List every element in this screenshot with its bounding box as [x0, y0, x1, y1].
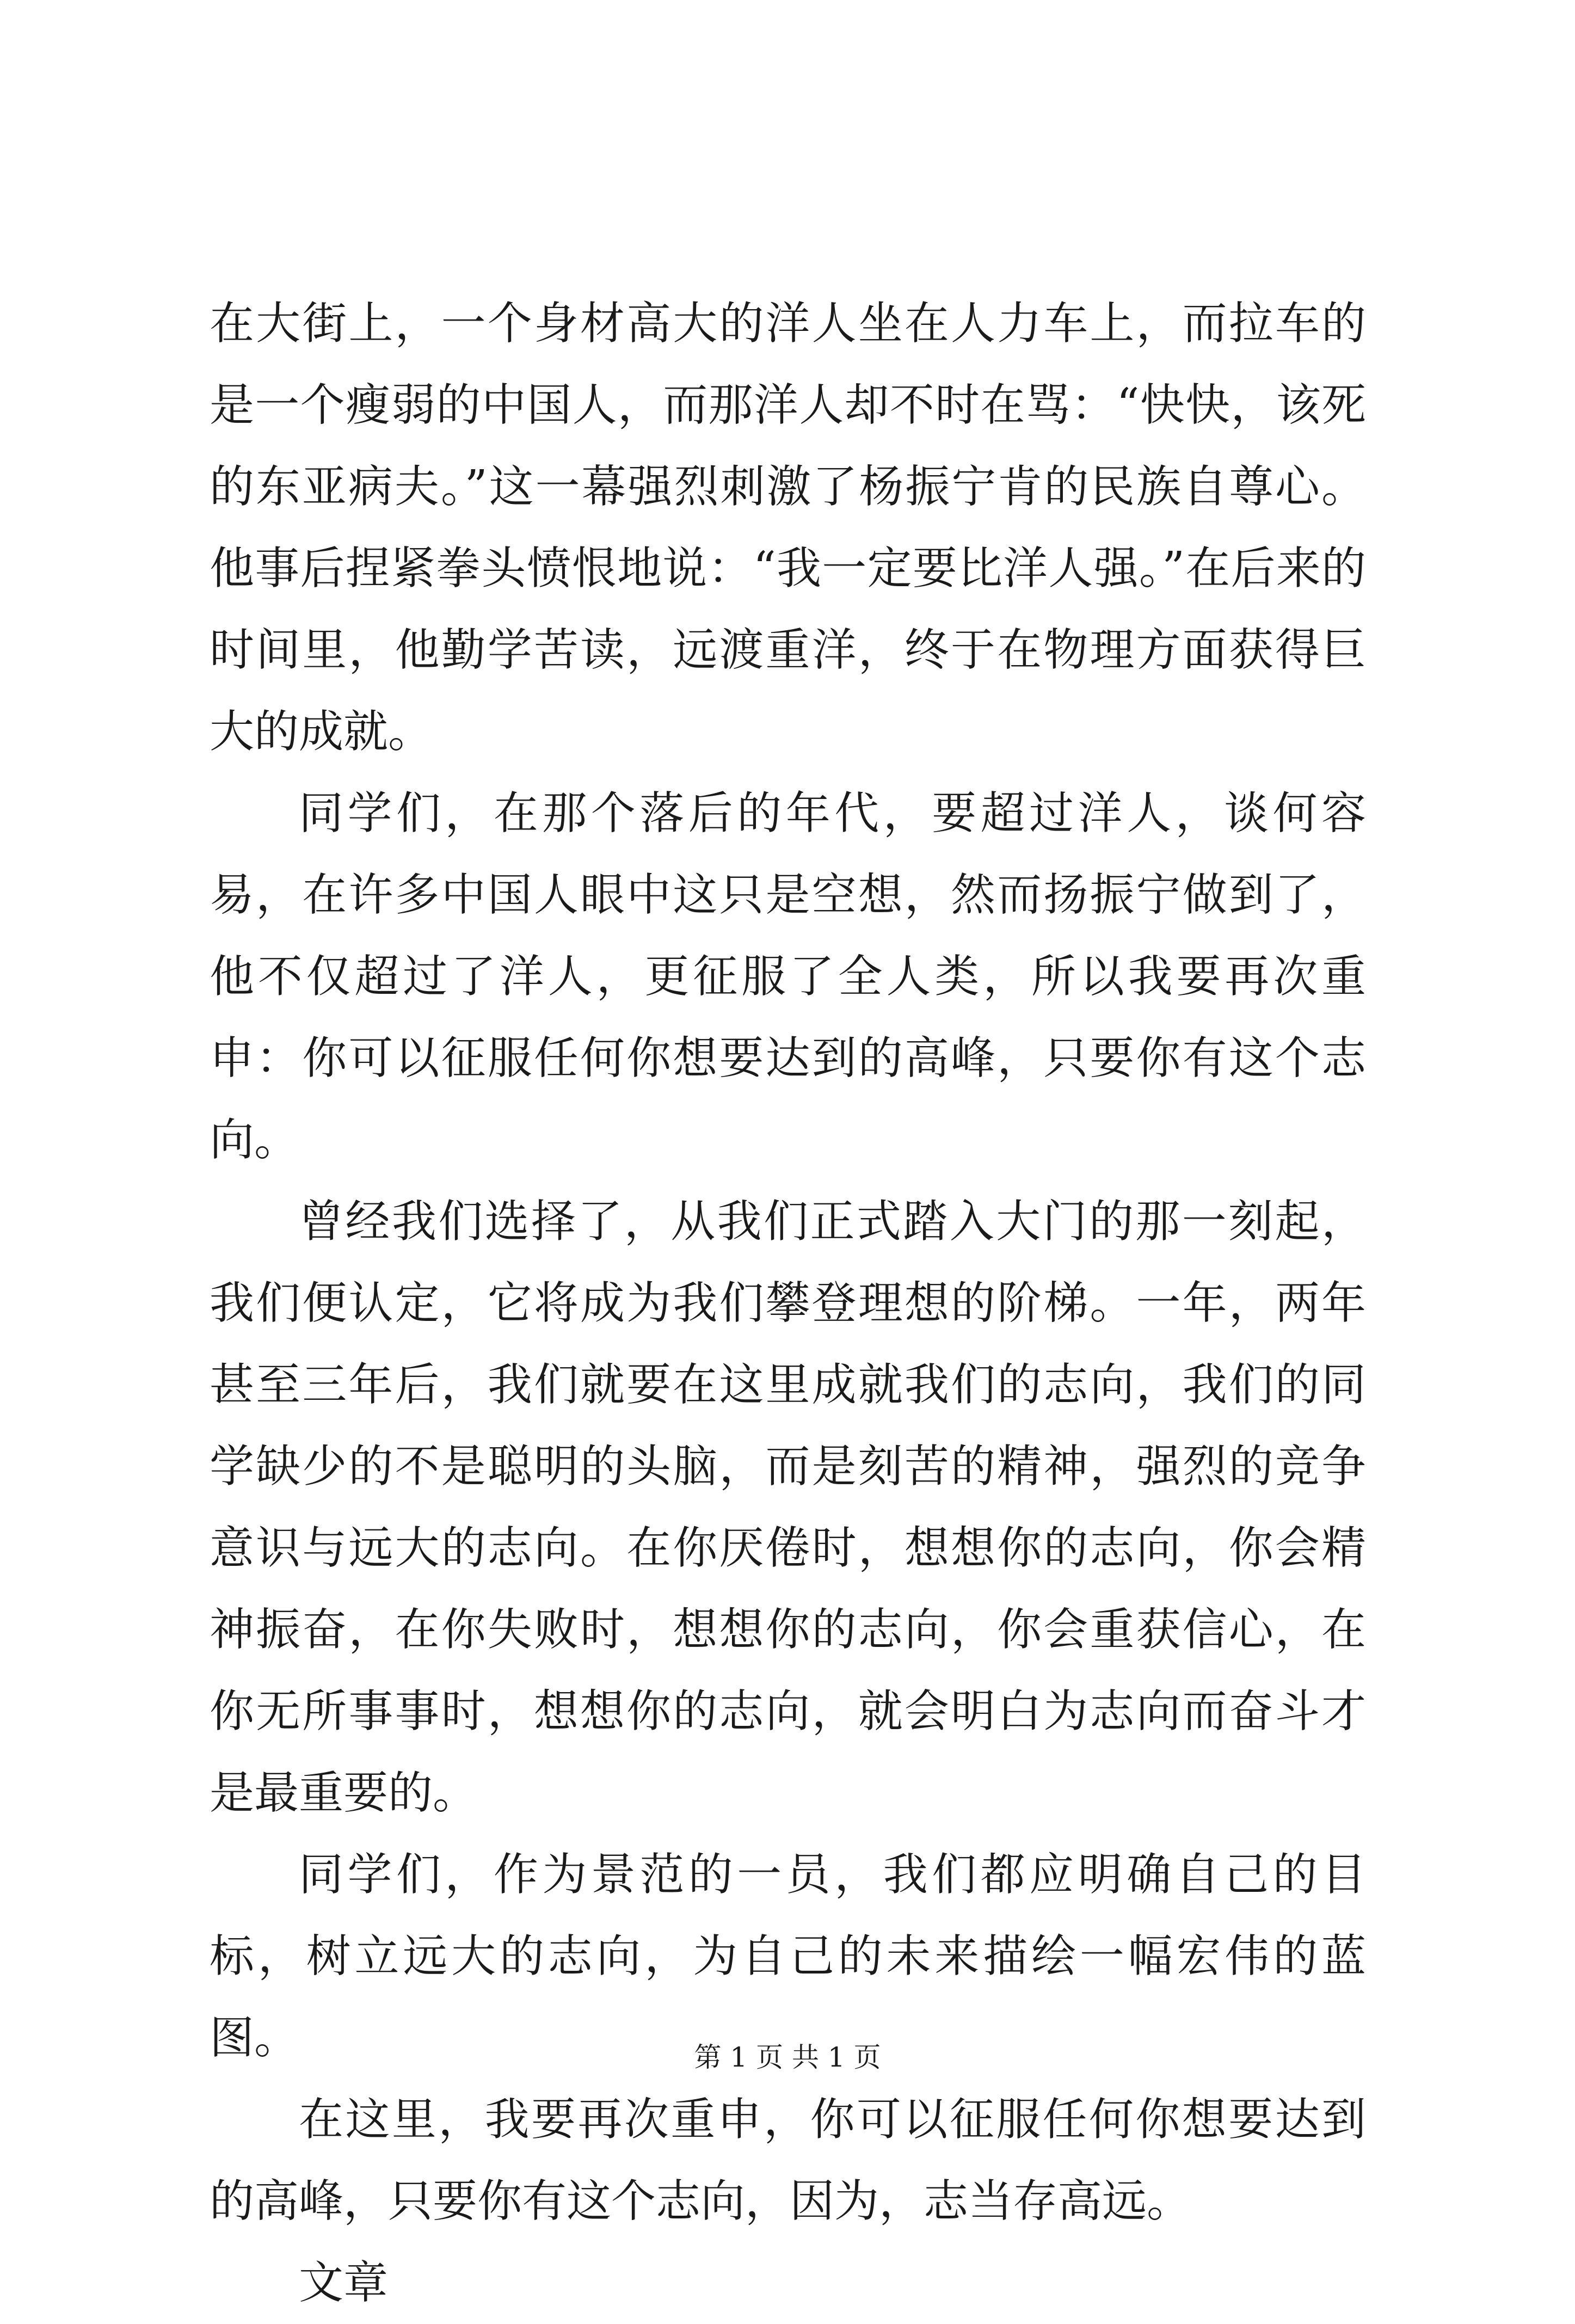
- paragraph-5: 在这里，我要再次重申，你可以征服任何你想要达到的高峰，只要你有这个志向，因为，志当存高远。: [210, 2094, 1366, 2227]
- document-body: [210, 283, 1366, 2324]
- paragraph-4: 同学们，作为景范的一员，我们都应明确自己的目标，树立远大的志向，为自己的未来描绘一幅宏伟的蓝图。: [210, 1849, 1366, 2064]
- paragraph-6: 文章: [299, 2257, 389, 2309]
- paragraph-3: 曾经我们选择了，从我们正式踏入大门的那一刻起，我们便认定，它将成为我们攀登理想的阶梯。一年，两年甚至三年后，我们就要在这里成就我们的志向，我们的同学缺少的不是聪明的头脑，而是刻苦的精神，强烈的竞争意识与远大的志向。在你厌倦时，想想你的志向，你会精神振奋，在你失败时，想想你的志向，你会重获信心，在你无所事事时，想想你的志向，就会明白为志向而奋斗才是最重要的。: [210, 1196, 1366, 1819]
- page-footer: 第 1 页 共 1 页: [694, 2042, 881, 2073]
- paragraph-2: 同学们，在那个落后的年代，要超过洋人，谈何容易，在许多中国人眼中这只是空想，然而扬振宁做到了，他不仅超过了洋人，更征服了全人类，所以我要再次重申：你可以征服任何你想要达到的高峰，只要你有这个志向。: [210, 788, 1366, 1166]
- paragraph-1: 在大街上，一个身材高大的洋人坐在人力车上，而拉车的是一个瘦弱的中国人，而那洋人却不时在骂：“快快，该死的东亚病夫。”这一幕强烈刺激了杨振宁肯的民族自尊心。他事后捏紧拳头愤恨地说：“我一定要比洋人强。”在后来的时间里，他勤学苦读，远渡重洋，终于在物理方面获得巨大的成就。: [210, 298, 1366, 758]
